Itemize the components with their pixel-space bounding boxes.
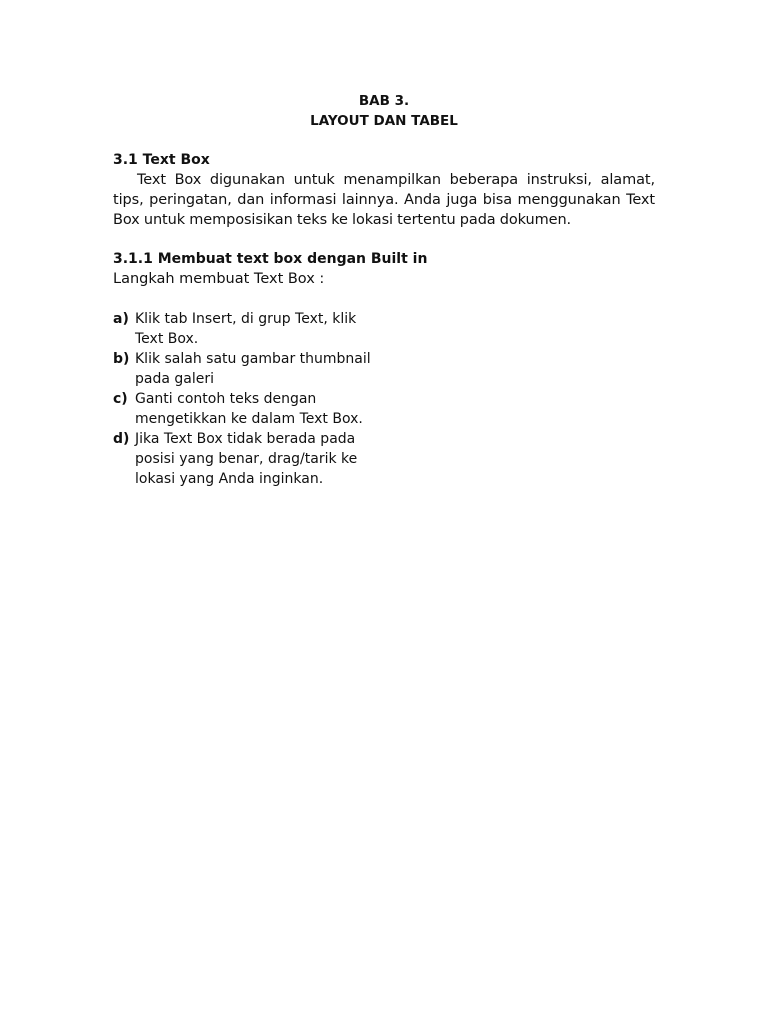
document-page bbox=[113, 91, 655, 489]
list-item bbox=[113, 309, 375, 349]
list-item bbox=[113, 389, 375, 429]
steps-list bbox=[113, 309, 375, 489]
list-item-text: Klik salah satu gambar thumbnail pada galeri bbox=[135, 351, 371, 387]
subsection-title: 3.1.1 Membuat text box dengan Built in bbox=[113, 251, 428, 267]
list-marker: b) bbox=[113, 351, 130, 367]
list-marker: a) bbox=[113, 311, 129, 327]
list-item-text: Klik tab Insert, di grup Text, klik Text Box. bbox=[135, 311, 357, 347]
chapter-number: BAB 3. bbox=[358, 93, 410, 109]
list-item-text: Ganti contoh teks dengan mengetikkan ke dalam Text Box. bbox=[135, 391, 363, 427]
list-item bbox=[113, 429, 375, 489]
chapter-heading bbox=[113, 91, 655, 131]
section-paragraph: Text Box digunakan untuk menampilkan beberapa instruksi, alamat, tips, peringatan, dan informasi lainnya. Anda juga bisa menggunakan Text Box untuk memposisikan teks ke lokasi tertentu pada dokumen. bbox=[113, 172, 655, 228]
list-item bbox=[113, 349, 375, 389]
list-marker: c) bbox=[113, 391, 128, 407]
chapter-title: LAYOUT DAN TABEL bbox=[310, 113, 458, 129]
list-item-text: Jika Text Box tidak berada pada posisi yang benar, drag/tarik ke lokasi yang Anda inginkan. bbox=[135, 431, 358, 487]
section-title: 3.1 Text Box bbox=[113, 152, 210, 168]
list-marker: d) bbox=[113, 431, 130, 447]
steps-intro: Langkah membuat Text Box : bbox=[113, 271, 325, 287]
